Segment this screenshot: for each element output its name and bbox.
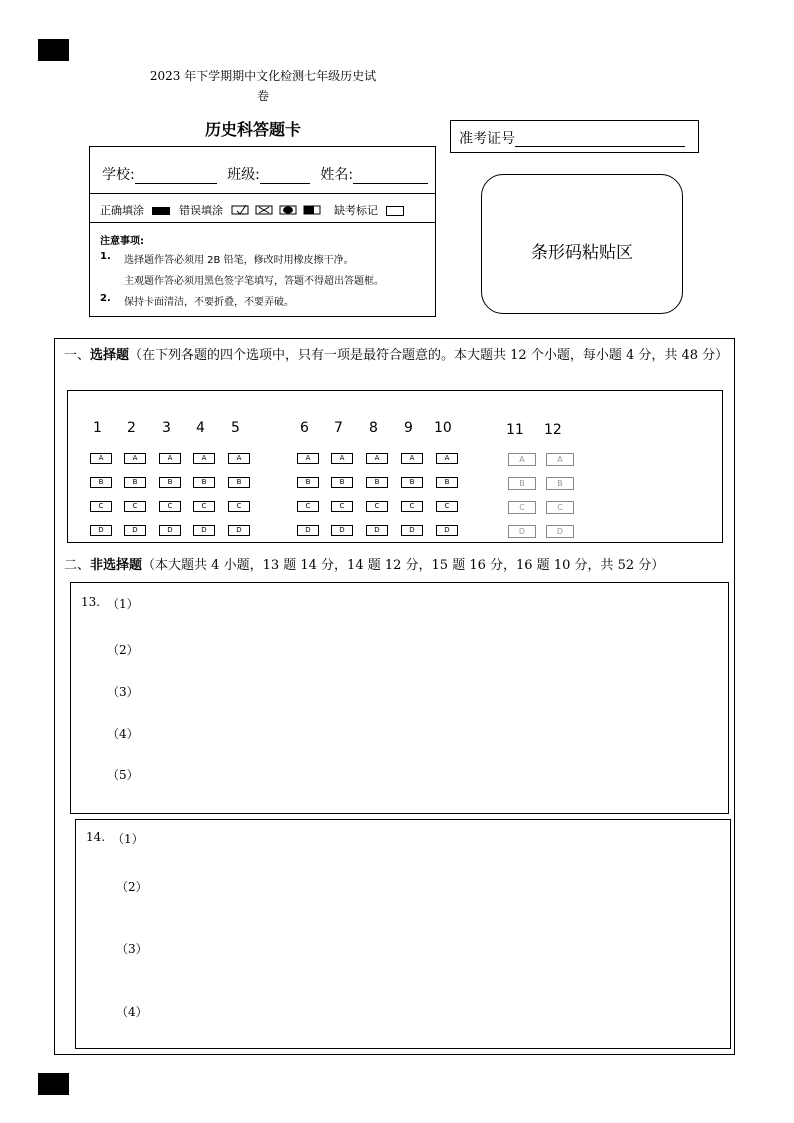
answer-bubble-q10-A[interactable]: A — [436, 453, 458, 464]
admission-number-box — [450, 120, 699, 153]
q13-answer-box[interactable] — [70, 582, 729, 814]
question-number-4: 4 — [196, 420, 205, 436]
barcode-area — [481, 174, 683, 314]
absent-mark-box[interactable] — [386, 206, 404, 216]
choice-grid — [67, 390, 723, 543]
answer-bubble-q5-C[interactable]: C — [228, 501, 250, 512]
q14-part-4: （4） — [116, 1005, 148, 1019]
note1-line2: 主观题作答必须用黑色签字笔填写，答题不得超出答题框。 — [124, 276, 384, 287]
exam-title-line1: 2023 年下学期期中文化检测七年级历史试 — [149, 69, 377, 83]
q14-part-2: （2） — [116, 880, 148, 894]
answer-bubble-q7-D[interactable]: D — [331, 525, 353, 536]
note2-text: 保持卡面清洁，不要折叠，不要弄破。 — [124, 297, 294, 308]
answer-bubble-q3-B[interactable]: B — [159, 477, 181, 488]
q13-part-4: （4） — [107, 727, 139, 741]
answer-bubble-q2-D[interactable]: D — [124, 525, 146, 536]
answer-bubble-q9-D[interactable]: D — [401, 525, 423, 536]
q13-part-1: （1） — [107, 597, 139, 611]
answer-bubble-q3-A[interactable]: A — [159, 453, 181, 464]
section2-title — [64, 554, 729, 573]
answer-bubble-q9-A[interactable]: A — [401, 453, 423, 464]
wrong-fill-samples — [231, 204, 323, 219]
answer-bubble-q1-B[interactable]: B — [90, 477, 112, 488]
question-number-10: 10 — [434, 420, 452, 436]
note1-number: 1. — [100, 251, 111, 262]
divider — [90, 222, 435, 223]
admission-number-label: 准考证号 — [459, 131, 515, 147]
fill-example-row — [100, 202, 404, 219]
question-number-2: 2 — [127, 420, 136, 436]
answer-bubble-q2-B[interactable]: B — [124, 477, 146, 488]
question-number-6: 6 — [300, 420, 309, 436]
divider — [90, 193, 435, 194]
answer-bubble-q8-C[interactable]: C — [366, 501, 388, 512]
question-number-12: 12 — [544, 422, 562, 438]
question-number-9: 9 — [404, 420, 413, 436]
answer-bubble-q6-B[interactable]: B — [297, 477, 319, 488]
answer-bubble-q11-D[interactable]: D — [508, 525, 536, 538]
name-label: 姓名: — [320, 167, 354, 183]
q13-part-5: （5） — [107, 768, 139, 782]
answer-bubble-q10-C[interactable]: C — [436, 501, 458, 512]
correct-fill-label: 正确填涂 — [100, 204, 144, 217]
answer-bubble-q10-B[interactable]: B — [436, 477, 458, 488]
section2-title-rest: （本大题共 4 小题，13 题 14 分，14 题 12 分，15 题 16 分，16 题 10 分，共 52 分） — [142, 558, 665, 573]
q14-part-1: （1） — [112, 832, 144, 846]
question-number-8: 8 — [369, 420, 378, 436]
answer-bubble-q9-B[interactable]: B — [401, 477, 423, 488]
answer-bubble-q6-A[interactable]: A — [297, 453, 319, 464]
answer-bubble-q6-D[interactable]: D — [297, 525, 319, 536]
barcode-label: 条形码粘贴区 — [531, 243, 633, 263]
answer-bubble-q4-A[interactable]: A — [193, 453, 215, 464]
section1-title-rest: （在下列各题的四个选项中，只有一项是最符合题意的。本大题共 12 个小题，每小题 4 分，共 48 分） — [129, 348, 729, 363]
answer-bubble-q3-C[interactable]: C — [159, 501, 181, 512]
name-field[interactable] — [353, 167, 428, 184]
answer-bubble-q4-C[interactable]: C — [193, 501, 215, 512]
answer-bubble-q7-B[interactable]: B — [331, 477, 353, 488]
question-number-1: 1 — [93, 420, 102, 436]
answer-bubble-q2-A[interactable]: A — [124, 453, 146, 464]
q14-number: 14. — [86, 830, 106, 844]
section1-title-bold: 选择题 — [90, 348, 130, 363]
section1-prefix: 一、 — [64, 348, 91, 363]
class-field[interactable] — [260, 167, 310, 184]
note1-line1: 选择题作答必须用 2B 铅笔，修改时用橡皮擦干净。 — [124, 255, 354, 266]
question-number-3: 3 — [162, 420, 171, 436]
wrong-fill-check-icon — [232, 205, 248, 214]
q13-part-3: （3） — [107, 685, 139, 699]
question-number-5: 5 — [231, 420, 240, 436]
alignment-marker-bottom — [38, 1073, 69, 1095]
q14-answer-box[interactable] — [75, 819, 731, 1049]
wrong-fill-cross-icon — [256, 206, 272, 214]
info-box — [89, 146, 436, 317]
answer-bubble-q10-D[interactable]: D — [436, 525, 458, 536]
answer-bubble-q11-C[interactable]: C — [508, 501, 536, 514]
card-title: 历史科答题卡 — [205, 120, 302, 139]
section2-title-bold: 非选择题 — [90, 558, 143, 573]
notes-title: 注意事项: — [100, 236, 144, 247]
admission-number-field[interactable] — [515, 127, 685, 147]
section1-title — [64, 346, 729, 366]
answer-bubble-q12-C[interactable]: C — [546, 501, 574, 514]
answer-bubble-q5-A[interactable]: A — [228, 453, 250, 464]
answer-bubble-q2-C[interactable]: C — [124, 501, 146, 512]
answer-bubble-q5-B[interactable]: B — [228, 477, 250, 488]
answer-bubble-q5-D[interactable]: D — [228, 525, 250, 536]
absent-label: 缺考标记 — [334, 204, 378, 217]
alignment-marker-top — [38, 39, 69, 61]
answer-bubble-q4-B[interactable]: B — [193, 477, 215, 488]
answer-bubble-q11-A[interactable]: A — [508, 453, 536, 466]
q14-part-3: （3） — [116, 942, 148, 956]
answer-bubble-q3-D[interactable]: D — [159, 525, 181, 536]
school-label: 学校: — [102, 167, 135, 183]
q13-number: 13. — [81, 595, 101, 609]
exam-title-line2: 卷 — [256, 89, 269, 103]
answer-bubble-q12-A[interactable]: A — [546, 453, 574, 466]
answer-bubble-q8-B[interactable]: B — [366, 477, 388, 488]
answer-bubble-q4-D[interactable]: D — [193, 525, 215, 536]
correct-fill-sample — [152, 207, 170, 215]
answer-bubble-q8-A[interactable]: A — [366, 453, 388, 464]
q13-part-2: （2） — [107, 643, 139, 657]
wrong-fill-label: 错误填涂 — [179, 204, 223, 217]
note2-number: 2. — [100, 293, 111, 304]
wrong-fill-half-icon — [304, 206, 320, 214]
class-label: 班级: — [227, 167, 260, 183]
answer-bubble-q12-D[interactable]: D — [546, 525, 574, 538]
answer-bubble-q9-C[interactable]: C — [401, 501, 423, 512]
answer-bubble-q7-A[interactable]: A — [331, 453, 353, 464]
question-number-7: 7 — [334, 420, 343, 436]
wrong-fill-circle-icon — [280, 206, 296, 214]
answer-bubble-q1-C[interactable]: C — [90, 501, 112, 512]
question-number-11: 11 — [506, 422, 524, 438]
answer-bubble-q8-D[interactable]: D — [366, 525, 388, 536]
answer-bubble-q12-B[interactable]: B — [546, 477, 574, 490]
answer-bubble-q1-D[interactable]: D — [90, 525, 112, 536]
answer-bubble-q7-C[interactable]: C — [331, 501, 353, 512]
answer-bubble-q6-C[interactable]: C — [297, 501, 319, 512]
student-info-row — [102, 164, 428, 184]
school-field[interactable] — [135, 167, 217, 184]
answer-bubble-q1-A[interactable]: A — [90, 453, 112, 464]
choice-grid-inner — [68, 391, 722, 542]
section2-prefix: 二、 — [64, 558, 91, 573]
answer-bubble-q11-B[interactable]: B — [508, 477, 536, 490]
